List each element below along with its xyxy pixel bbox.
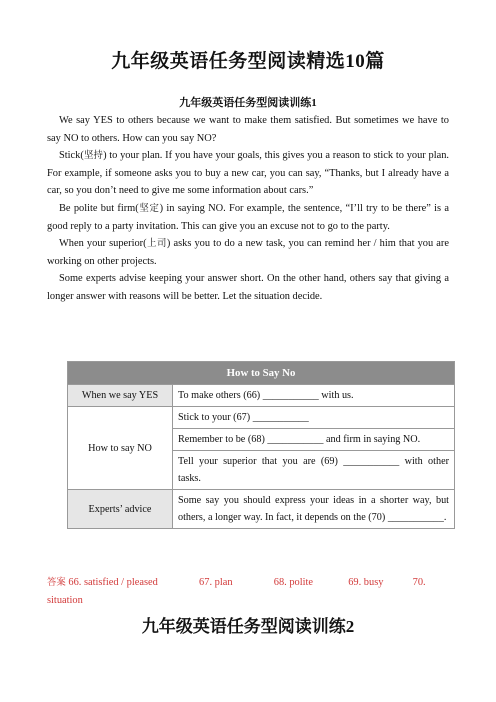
paragraph-2-start: Stick( xyxy=(59,150,84,162)
answer-66: 66. satisfied / pleased xyxy=(68,577,158,588)
table-row xyxy=(68,407,455,429)
paragraph-3 xyxy=(47,200,449,235)
paragraph-3-start: Be polite but firm( xyxy=(59,202,139,214)
table-header-row xyxy=(68,362,455,385)
row-how-to-say-no: How to say NO xyxy=(68,407,173,490)
answer-69: 69. busy xyxy=(348,577,384,588)
main-title: 九年级英语任务型阅读精选10篇 xyxy=(111,51,385,72)
answer-68: 68. polite xyxy=(273,577,313,588)
gloss-firm: 坚定 xyxy=(138,202,160,214)
paragraph-4-start: When your superior( xyxy=(59,238,147,250)
section-2-title: 九年级英语任务型阅读训练2 xyxy=(141,617,355,636)
answer-70: 70. situation xyxy=(47,577,426,606)
gloss-superior: 上司 xyxy=(146,238,167,250)
cell-69: Tell your superior that you are (69) ___________ with other tasks. xyxy=(173,451,455,490)
gloss-stick: 坚持 xyxy=(83,150,104,162)
answer-67: 67. plan xyxy=(199,577,233,588)
exercise-title: 九年级英语任务型阅读训练1 xyxy=(179,97,317,109)
table-row xyxy=(68,385,455,407)
how-to-say-no-table xyxy=(67,361,455,529)
paragraph-4 xyxy=(47,235,449,270)
paragraph-4-rest: ) asks you to do a new task, you can remind her / him that you are working on other projects. xyxy=(47,238,449,267)
table-row xyxy=(68,490,455,529)
paragraph-1: We say YES to others because we want to make them satisfied. But sometimes we have to say NO to others. How can you say NO? xyxy=(47,115,449,144)
row-when-we-say-yes: When we say YES xyxy=(68,385,173,407)
table-header: How to Say No xyxy=(68,362,455,385)
answer-label: 答案 xyxy=(47,577,66,588)
cell-68: Remember to be (68) ___________ and firm in saying NO. xyxy=(173,429,455,451)
row-experts-advice: Experts’ advice xyxy=(68,490,173,529)
cell-70: Some say you should express your ideas in a shorter way, but others, a longer way. In fact, it depends on the (70) ___________. xyxy=(173,490,455,529)
paragraph-5: Some experts advise keeping your answer short. On the other hand, others say that giving a longer answer with reasons will be better. Let the situation decide. xyxy=(47,273,449,302)
cell-67: Stick to your (67) ___________ xyxy=(173,407,455,429)
answer-key xyxy=(47,574,457,610)
cell-66: To make others (66) ___________ with us. xyxy=(173,385,455,407)
paragraph-3-rest: ) in saying NO. For example, the sentence, “I’ll try to be there” is a good reply to a party invitation. This can give you an excuse not to go to the party. xyxy=(47,202,449,232)
reading-passage xyxy=(47,112,449,306)
paragraph-2-rest: ) to your plan. If you have your goals, this gives you a reason to stick to your plan. For example, if someone asks you to buy a new car, you can say, “Thanks, but I already have a car, so you don’t need to give me some information about cars.” xyxy=(47,150,449,197)
paragraph-2 xyxy=(47,147,449,200)
